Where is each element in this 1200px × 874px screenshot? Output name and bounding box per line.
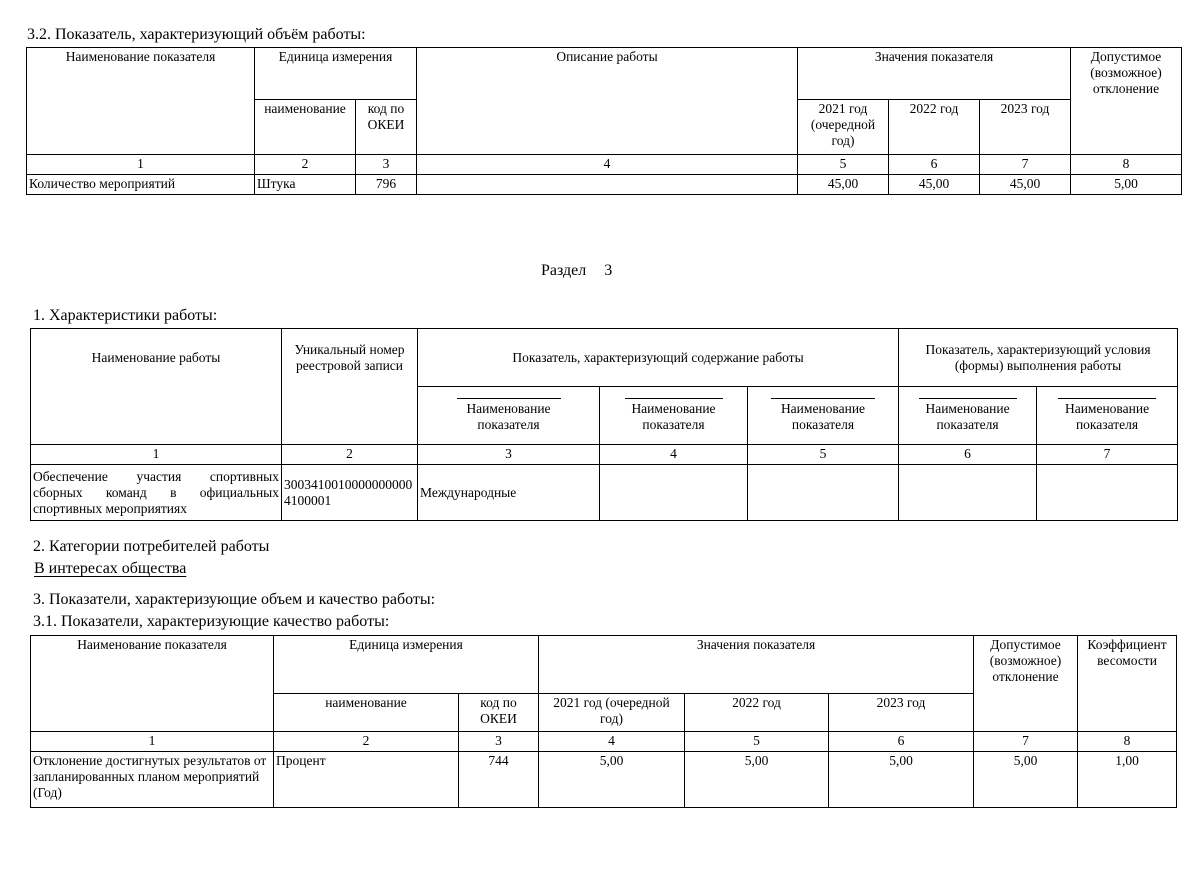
row-unit-name: Штука <box>255 175 356 195</box>
header-unit-name: наименование <box>255 100 356 155</box>
header-unit-code: код по ОКЕИ <box>356 100 417 155</box>
column-number: 7 <box>980 155 1071 175</box>
header-registry-number: Уникальный номер реестровой записи <box>282 329 418 445</box>
header-weight-coefficient: Коэффициент весомости <box>1078 636 1177 732</box>
column-number: 4 <box>539 732 685 752</box>
row-deviation: 5,00 <box>1071 175 1182 195</box>
row-deviation: 5,00 <box>974 752 1078 808</box>
column-number: 4 <box>417 155 798 175</box>
row-value-2021: 5,00 <box>539 752 685 808</box>
column-number: 1 <box>31 732 274 752</box>
header-unit-code: код по ОКЕИ <box>459 694 539 732</box>
section-3-2-heading: 3.2. Показатель, характеризующий объём работы: <box>27 26 366 43</box>
row-weight-coefficient: 1,00 <box>1078 752 1177 808</box>
row-content-1: Международные <box>418 465 600 521</box>
section-3-heading: 3. Показатели, характеризующие объем и качество работы: <box>33 591 436 608</box>
column-number: 3 <box>356 155 417 175</box>
row-unit-code: 796 <box>356 175 417 195</box>
column-number: 5 <box>685 732 829 752</box>
header-indicator-name: Наименование показателя <box>31 636 274 732</box>
header-indicator-values: Значения показателя <box>539 636 974 694</box>
row-registry-number: 30034100100000000004100001 <box>282 465 418 521</box>
column-number: 1 <box>31 445 282 465</box>
column-number: 6 <box>899 445 1037 465</box>
header-indicator-name: Наименование показателя <box>457 398 561 433</box>
header-indicator-name: Наименование показателя <box>771 398 875 433</box>
row-content-3 <box>748 465 899 521</box>
header-indicator-name: Наименование показателя <box>1058 398 1156 433</box>
row-unit-name: Процент <box>274 752 459 808</box>
section-2-heading: 2. Категории потребителей работы <box>33 538 270 555</box>
row-indicator-name: Отклонение достигнутых результатов от запланированных планом мероприятий (Год) <box>31 752 274 808</box>
section-number: 3 <box>604 262 613 279</box>
consumer-category-value: В интересах общества <box>34 560 187 577</box>
header-year-2021: 2021 год (очередной год) <box>539 694 685 732</box>
row-unit-code: 744 <box>459 752 539 808</box>
section-1-heading: 1. Характеристики работы: <box>33 307 218 324</box>
column-number: 3 <box>418 445 600 465</box>
header-indicator-name: Наименование показателя <box>919 398 1017 433</box>
column-number: 6 <box>889 155 980 175</box>
row-value-2021: 45,00 <box>798 175 889 195</box>
header-unit: Единица измерения <box>274 636 539 694</box>
column-number: 5 <box>748 445 899 465</box>
header-indicator-name: Наименование показателя <box>625 398 723 433</box>
row-description <box>417 175 798 195</box>
section-3-1-heading: 3.1. Показатели, характеризующие качество работы: <box>33 613 390 630</box>
column-number: 3 <box>459 732 539 752</box>
row-content-2 <box>600 465 748 521</box>
column-number: 8 <box>1071 155 1182 175</box>
column-number: 5 <box>798 155 889 175</box>
row-condition-1 <box>899 465 1037 521</box>
column-number: 2 <box>255 155 356 175</box>
work-characteristics-table <box>30 328 1178 521</box>
header-unit-name: наименование <box>274 694 459 732</box>
header-work-description: Описание работы <box>417 48 798 155</box>
volume-indicator-table <box>26 47 1182 195</box>
column-number: 1 <box>27 155 255 175</box>
column-number: 2 <box>274 732 459 752</box>
header-year-2023: 2023 год <box>980 100 1071 155</box>
header-year-2021: 2021 год (очередной год) <box>798 100 889 155</box>
header-deviation: Допустимое (возможное) отклонение <box>1071 48 1182 155</box>
column-number: 7 <box>974 732 1078 752</box>
row-condition-2 <box>1037 465 1178 521</box>
header-year-2023: 2023 год <box>829 694 974 732</box>
header-indicator-values: Значения показателя <box>798 48 1071 100</box>
header-work-name: Наименование работы <box>31 329 282 445</box>
column-number: 6 <box>829 732 974 752</box>
column-number: 4 <box>600 445 748 465</box>
header-unit: Единица измерения <box>255 48 417 100</box>
row-indicator-name: Количество мероприятий <box>27 175 255 195</box>
row-value-2023: 45,00 <box>980 175 1071 195</box>
header-year-2022: 2022 год <box>685 694 829 732</box>
row-work-name: Обеспечение участия спортивных сборных команд в официальных спортивных мероприятиях <box>31 465 282 521</box>
row-value-2022: 5,00 <box>685 752 829 808</box>
header-content-indicator: Показатель, характеризующий содержание работы <box>418 329 899 387</box>
section-label: Раздел <box>541 262 587 279</box>
column-number: 8 <box>1078 732 1177 752</box>
header-year-2022: 2022 год <box>889 100 980 155</box>
header-deviation: Допустимое (возможное) отклонение <box>974 636 1078 732</box>
header-conditions-indicator: Показатель, характеризующий условия (формы) выполнения работы <box>899 329 1178 387</box>
column-number: 2 <box>282 445 418 465</box>
section-title <box>541 262 612 280</box>
column-number: 7 <box>1037 445 1178 465</box>
header-indicator-name: Наименование показателя <box>27 48 255 155</box>
row-value-2023: 5,00 <box>829 752 974 808</box>
quality-indicator-table <box>30 635 1177 808</box>
row-value-2022: 45,00 <box>889 175 980 195</box>
